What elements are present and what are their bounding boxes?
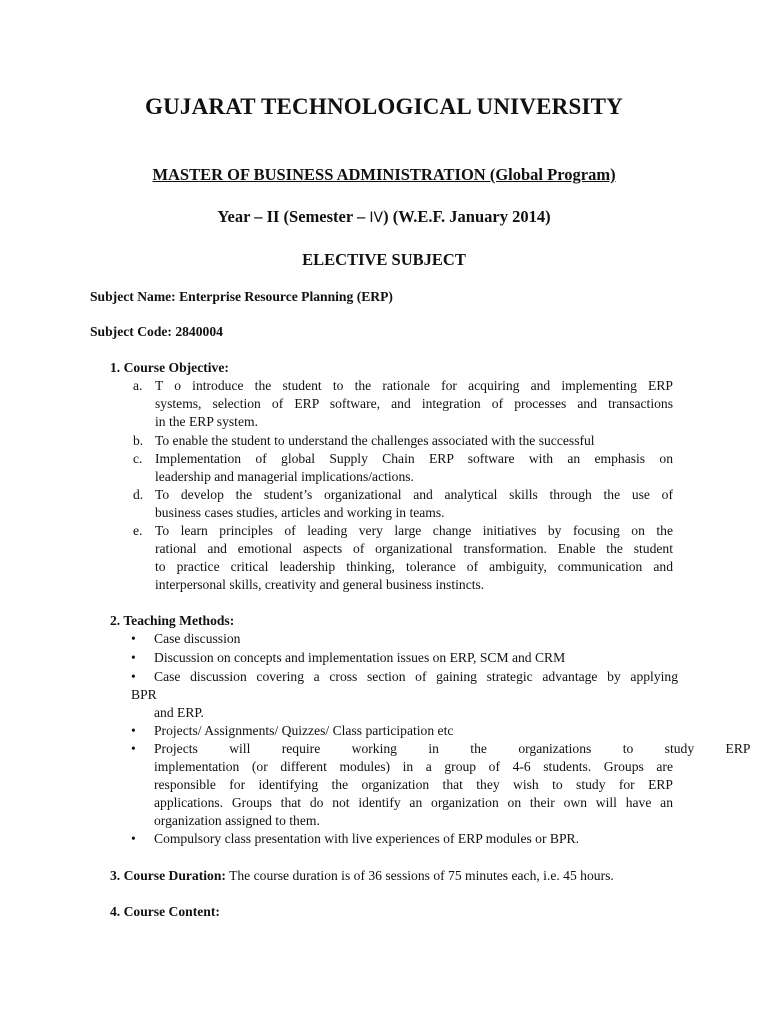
bullet-dot: • [131,650,136,665]
objective-letter: d. [133,487,144,502]
objective-d-line: business cases studies, articles and working in teams. [155,505,445,520]
year-semester-line [0,207,768,227]
bullet-dot: • [131,631,136,646]
objective-c-line: Implementation of global Supply Chain ERP software with an emphasis on [155,451,673,466]
course-content-heading: 4. Course Content: [110,904,220,919]
teaching-item: Case discussion covering a cross section of gaining strategic advantage by applying [154,669,678,684]
objective-a-line: in the ERP system. [155,414,258,429]
semester-number: IV [369,210,384,226]
subject-code: Subject Code: 2840004 [90,324,223,339]
teaching-item-continued: responsible for identifying the organization that they wish to study for ERP [154,777,673,792]
year-suffix: ) (W.E.F. January 2014) [383,207,551,226]
bullet-dot: • [131,723,136,738]
objective-letter: b. [133,433,144,448]
objective-e-line: interpersonal skills, creativity and general business instincts. [155,577,485,592]
teaching-item-continued: organization assigned to them. [154,813,320,828]
teaching-item-continued: implementation (or different modules) in a group of 4-6 students. Groups are [154,759,673,774]
bullet-dot: • [131,669,136,684]
course-duration-text: The course duration is of 36 sessions of 75 minutes each, i.e. 45 hours. [225,868,614,883]
university-title: GUJARAT TECHNOLOGICAL UNIVERSITY [144,94,623,119]
course-duration-line [110,867,614,885]
objective-c-line: leadership and managerial implications/actions. [155,469,414,484]
teaching-item: Compulsory class presentation with live experiences of ERP modules or BPR. [154,831,579,846]
teaching-item-continued: applications. Groups that do not identify an organization on their own will have an [154,795,673,810]
subject-name: Subject Name: Enterprise Resource Planning (ERP) [90,289,393,304]
program-title: MASTER OF BUSINESS ADMINISTRATION (Global Program) [152,165,616,184]
teaching-item: Projects will require working in the organizations to study ERP [154,741,751,756]
teaching-item-continued: BPR [131,687,157,702]
objective-d-line: To develop the student’s organizational and analytical skills through the use of [155,487,673,502]
objective-letter: e. [133,523,143,538]
teaching-item: Projects/ Assignments/ Quizzes/ Class participation etc [154,723,454,738]
objective-a-line: T o introduce the student to the rationale for acquiring and implementing ERP [155,378,673,393]
teaching-item: Discussion on concepts and implementation issues on ERP, SCM and CRM [154,650,566,665]
teaching-methods-heading: 2. Teaching Methods: [110,613,235,628]
year-prefix: Year – II (Semester – [217,207,370,226]
objective-e-line: to practice critical leadership thinking, tolerance of ambiguity, communication and [155,559,673,574]
objective-e-line: To learn principles of leading very large change initiatives by focusing on the [155,523,673,538]
bullet-dot: • [131,831,136,846]
objective-e-line: rational and emotional aspects of organizational transformation. Enable the student [155,541,673,556]
objective-b-line: To enable the student to understand the challenges associated with the successful [155,433,595,448]
elective-heading: ELECTIVE SUBJECT [302,250,466,269]
teaching-item: Case discussion [154,631,241,646]
objective-letter: a. [133,378,143,393]
course-duration-heading: 3. Course Duration: [110,868,226,883]
objective-a-line: systems, selection of ERP software, and integration of processes and transactions [155,396,673,411]
course-objective-heading: 1. Course Objective: [110,360,229,375]
bullet-dot: • [131,741,136,756]
objective-letter: c. [133,451,143,466]
teaching-item-continued: and ERP. [154,705,204,720]
